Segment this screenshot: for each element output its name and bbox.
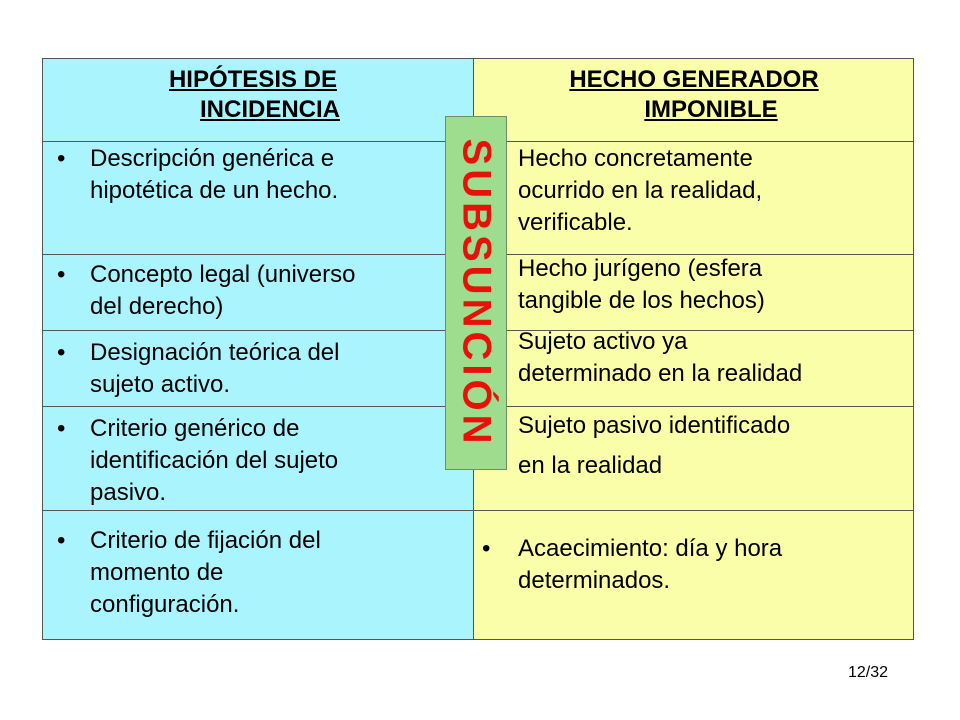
right-column-header	[504, 65, 884, 125]
page-number: 12/32	[848, 664, 889, 681]
bullet: •	[57, 145, 66, 172]
left-item-1-line-2: hipotética de un hecho.	[90, 177, 339, 204]
left-item-4-line-1: Criterio genérico de	[90, 415, 300, 442]
right-item-4-line-1: Sujeto pasivo identificado	[518, 412, 791, 439]
bullet: •	[482, 535, 491, 562]
left-item-2-line-2: del derecho)	[90, 293, 224, 320]
right-header-line-2: IMPONIBLE	[644, 96, 778, 123]
right-column-hecho-generador	[473, 58, 914, 640]
subsuncion-label: SUBSUNCIÓN	[454, 138, 499, 448]
right-item-4	[518, 406, 908, 486]
right-item-2-line-2: tangible de los hechos)	[518, 287, 765, 314]
row-divider	[43, 510, 473, 511]
right-item-5-line-1: Acaecimiento: día y hora	[518, 535, 783, 562]
right-item-1	[518, 143, 908, 239]
left-item-5-line-1: Criterio de fijación del	[90, 527, 321, 554]
left-column-header	[103, 65, 403, 125]
row-divider	[474, 141, 913, 142]
row-divider	[43, 330, 473, 331]
left-item-4-line-2: identificación del sujeto	[90, 447, 339, 474]
right-item-1-line-2: ocurrido en la realidad,	[518, 177, 763, 204]
right-item-5-line-2: determinados.	[518, 567, 671, 594]
subsuncion-box	[445, 116, 507, 470]
bullet: •	[57, 261, 66, 288]
right-item-2-line-1: Hecho jurígeno (esfera	[518, 255, 763, 282]
row-divider	[474, 510, 913, 511]
left-item-2-line-1: Concepto legal (universo	[90, 261, 356, 288]
left-item-4-line-3: pasivo.	[90, 479, 167, 506]
bullet: •	[57, 527, 66, 554]
left-item-3-line-2: sujeto activo.	[90, 371, 231, 398]
row-divider	[43, 141, 473, 142]
row-divider	[43, 254, 473, 255]
right-item-2	[518, 253, 908, 317]
left-item-1-line-1: Descripción genérica e	[90, 145, 335, 172]
right-item-3	[518, 326, 908, 390]
left-item-5-line-2: momento de	[90, 559, 224, 586]
left-header-line-1: HIPÓTESIS DE	[168, 66, 338, 93]
right-header-line-1: HECHO GENERADOR	[569, 66, 819, 93]
right-item-1-line-3: verificable.	[518, 209, 633, 236]
left-item-5-line-3: configuración.	[90, 591, 240, 618]
right-item-3-line-2: determinado en la realidad	[518, 360, 803, 387]
right-item-1-line-1: Hecho concretamente	[518, 145, 753, 172]
right-item-3-line-1: Sujeto activo ya	[518, 328, 688, 355]
bullet: •	[57, 339, 66, 366]
row-divider	[43, 406, 473, 407]
left-item-3-line-1: Designación teórica del	[90, 339, 340, 366]
left-column-hipotesis	[42, 58, 474, 640]
bullet: •	[57, 415, 66, 442]
right-item-4-line-2: en la realidad	[518, 452, 663, 479]
left-header-line-2: INCIDENCIA	[199, 96, 340, 123]
